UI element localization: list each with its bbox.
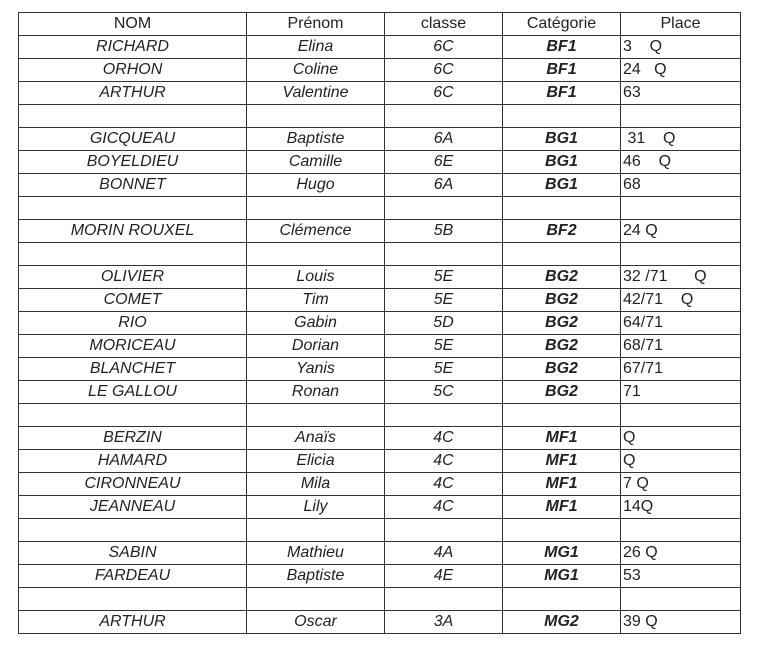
nom-cell: FARDEAU bbox=[19, 565, 247, 588]
table-row bbox=[19, 358, 741, 381]
place-cell: 24 Q bbox=[621, 220, 741, 243]
header-categorie: Catégorie bbox=[503, 13, 621, 36]
place-cell: 42/71 Q bbox=[621, 289, 741, 312]
classe-cell: 4C bbox=[385, 427, 503, 450]
table-body bbox=[19, 36, 741, 634]
nom-cell: GICQUEAU bbox=[19, 128, 247, 151]
categorie-cell: BG2 bbox=[503, 381, 621, 404]
table-row bbox=[19, 312, 741, 335]
categorie-cell bbox=[503, 588, 621, 611]
classe-cell: 5E bbox=[385, 335, 503, 358]
nom-cell bbox=[19, 105, 247, 128]
classe-cell: 4A bbox=[385, 542, 503, 565]
classe-cell: 5B bbox=[385, 220, 503, 243]
categorie-cell: BG2 bbox=[503, 358, 621, 381]
prenom-cell: Camille bbox=[247, 151, 385, 174]
categorie-cell: MF1 bbox=[503, 427, 621, 450]
nom-cell bbox=[19, 197, 247, 220]
table-row bbox=[19, 36, 741, 59]
nom-cell: CIRONNEAU bbox=[19, 473, 247, 496]
table-row bbox=[19, 105, 741, 128]
classe-cell: 6A bbox=[385, 174, 503, 197]
categorie-cell: BG1 bbox=[503, 128, 621, 151]
categorie-cell bbox=[503, 404, 621, 427]
categorie-cell: BG1 bbox=[503, 174, 621, 197]
classe-cell: 6C bbox=[385, 82, 503, 105]
nom-cell: RICHARD bbox=[19, 36, 247, 59]
header-place: Place bbox=[621, 13, 741, 36]
prenom-cell: Mathieu bbox=[247, 542, 385, 565]
place-cell: 71 bbox=[621, 381, 741, 404]
table-row bbox=[19, 496, 741, 519]
nom-cell: OLIVIER bbox=[19, 266, 247, 289]
classe-cell bbox=[385, 197, 503, 220]
table-row bbox=[19, 427, 741, 450]
header-nom: NOM bbox=[19, 13, 247, 36]
prenom-cell: Tim bbox=[247, 289, 385, 312]
place-cell bbox=[621, 105, 741, 128]
classe-cell: 5E bbox=[385, 289, 503, 312]
table-row bbox=[19, 611, 741, 634]
place-cell: Q bbox=[621, 427, 741, 450]
categorie-cell: MF1 bbox=[503, 473, 621, 496]
place-cell: 68/71 bbox=[621, 335, 741, 358]
table-row bbox=[19, 59, 741, 82]
categorie-cell: BG2 bbox=[503, 335, 621, 358]
table-row bbox=[19, 128, 741, 151]
prenom-cell bbox=[247, 519, 385, 542]
table-row bbox=[19, 565, 741, 588]
prenom-cell: Elicia bbox=[247, 450, 385, 473]
place-cell: 64/71 bbox=[621, 312, 741, 335]
classe-cell bbox=[385, 243, 503, 266]
prenom-cell: Oscar bbox=[247, 611, 385, 634]
table-row bbox=[19, 473, 741, 496]
classe-cell: 3A bbox=[385, 611, 503, 634]
categorie-cell: BG1 bbox=[503, 151, 621, 174]
nom-cell: MORIN ROUXEL bbox=[19, 220, 247, 243]
place-cell: 3 Q bbox=[621, 36, 741, 59]
table-row bbox=[19, 151, 741, 174]
nom-cell: RIO bbox=[19, 312, 247, 335]
classe-cell bbox=[385, 588, 503, 611]
classe-cell bbox=[385, 404, 503, 427]
nom-cell: JEANNEAU bbox=[19, 496, 247, 519]
table-row bbox=[19, 174, 741, 197]
nom-cell: ORHON bbox=[19, 59, 247, 82]
prenom-cell: Ronan bbox=[247, 381, 385, 404]
table-row bbox=[19, 588, 741, 611]
categorie-cell bbox=[503, 197, 621, 220]
place-cell: 46 Q bbox=[621, 151, 741, 174]
classe-cell: 6E bbox=[385, 151, 503, 174]
classe-cell bbox=[385, 105, 503, 128]
nom-cell bbox=[19, 243, 247, 266]
categorie-cell: BF1 bbox=[503, 36, 621, 59]
place-cell: 26 Q bbox=[621, 542, 741, 565]
classe-cell: 6C bbox=[385, 59, 503, 82]
place-cell: 68 bbox=[621, 174, 741, 197]
prenom-cell: Anaïs bbox=[247, 427, 385, 450]
place-cell: 14Q bbox=[621, 496, 741, 519]
table-row bbox=[19, 519, 741, 542]
nom-cell: BONNET bbox=[19, 174, 247, 197]
prenom-cell: Dorian bbox=[247, 335, 385, 358]
classe-cell: 5D bbox=[385, 312, 503, 335]
place-cell bbox=[621, 197, 741, 220]
categorie-cell: BF2 bbox=[503, 220, 621, 243]
prenom-cell: Lily bbox=[247, 496, 385, 519]
table-row bbox=[19, 381, 741, 404]
place-cell bbox=[621, 243, 741, 266]
prenom-cell bbox=[247, 243, 385, 266]
table-row bbox=[19, 404, 741, 427]
classe-cell: 6A bbox=[385, 128, 503, 151]
prenom-cell: Hugo bbox=[247, 174, 385, 197]
prenom-cell bbox=[247, 197, 385, 220]
nom-cell: HAMARD bbox=[19, 450, 247, 473]
prenom-cell: Yanis bbox=[247, 358, 385, 381]
table-row bbox=[19, 220, 741, 243]
place-cell: Q bbox=[621, 450, 741, 473]
prenom-cell: Baptiste bbox=[247, 128, 385, 151]
place-cell: 31 Q bbox=[621, 128, 741, 151]
nom-cell: LE GALLOU bbox=[19, 381, 247, 404]
nom-cell: BERZIN bbox=[19, 427, 247, 450]
prenom-cell: Valentine bbox=[247, 82, 385, 105]
classe-cell: 4E bbox=[385, 565, 503, 588]
prenom-cell bbox=[247, 105, 385, 128]
categorie-cell: BG2 bbox=[503, 266, 621, 289]
classe-cell: 5C bbox=[385, 381, 503, 404]
categorie-cell bbox=[503, 243, 621, 266]
categorie-cell bbox=[503, 519, 621, 542]
place-cell: 32 /71 Q bbox=[621, 266, 741, 289]
prenom-cell: Coline bbox=[247, 59, 385, 82]
place-cell bbox=[621, 404, 741, 427]
table-row bbox=[19, 243, 741, 266]
results-table bbox=[18, 12, 741, 634]
nom-cell bbox=[19, 519, 247, 542]
table-row bbox=[19, 266, 741, 289]
nom-cell: COMET bbox=[19, 289, 247, 312]
table-row bbox=[19, 289, 741, 312]
place-cell: 7 Q bbox=[621, 473, 741, 496]
table-row bbox=[19, 335, 741, 358]
table-row bbox=[19, 542, 741, 565]
categorie-cell: MG1 bbox=[503, 565, 621, 588]
prenom-cell: Clémence bbox=[247, 220, 385, 243]
prenom-cell: Louis bbox=[247, 266, 385, 289]
place-cell: 39 Q bbox=[621, 611, 741, 634]
prenom-cell: Elina bbox=[247, 36, 385, 59]
nom-cell: ARTHUR bbox=[19, 611, 247, 634]
place-cell: 63 bbox=[621, 82, 741, 105]
classe-cell: 6C bbox=[385, 36, 503, 59]
categorie-cell: BF1 bbox=[503, 59, 621, 82]
place-cell: 53 bbox=[621, 565, 741, 588]
prenom-cell bbox=[247, 404, 385, 427]
place-cell: 67/71 bbox=[621, 358, 741, 381]
prenom-cell: Mila bbox=[247, 473, 385, 496]
classe-cell bbox=[385, 519, 503, 542]
header-classe: classe bbox=[385, 13, 503, 36]
prenom-cell: Gabin bbox=[247, 312, 385, 335]
categorie-cell: BG2 bbox=[503, 289, 621, 312]
categorie-cell: MG2 bbox=[503, 611, 621, 634]
header-row bbox=[19, 13, 741, 36]
categorie-cell: BG2 bbox=[503, 312, 621, 335]
classe-cell: 4C bbox=[385, 496, 503, 519]
classe-cell: 4C bbox=[385, 473, 503, 496]
place-cell bbox=[621, 519, 741, 542]
nom-cell: ARTHUR bbox=[19, 82, 247, 105]
prenom-cell bbox=[247, 588, 385, 611]
categorie-cell: MF1 bbox=[503, 496, 621, 519]
nom-cell: MORICEAU bbox=[19, 335, 247, 358]
categorie-cell: MG1 bbox=[503, 542, 621, 565]
table-row bbox=[19, 197, 741, 220]
prenom-cell: Baptiste bbox=[247, 565, 385, 588]
classe-cell: 5E bbox=[385, 266, 503, 289]
place-cell bbox=[621, 588, 741, 611]
place-cell: 24 Q bbox=[621, 59, 741, 82]
nom-cell: SABIN bbox=[19, 542, 247, 565]
table-row bbox=[19, 82, 741, 105]
categorie-cell bbox=[503, 105, 621, 128]
classe-cell: 4C bbox=[385, 450, 503, 473]
nom-cell bbox=[19, 404, 247, 427]
nom-cell: BLANCHET bbox=[19, 358, 247, 381]
classe-cell: 5E bbox=[385, 358, 503, 381]
header-prenom: Prénom bbox=[247, 13, 385, 36]
categorie-cell: BF1 bbox=[503, 82, 621, 105]
nom-cell bbox=[19, 588, 247, 611]
nom-cell: BOYELDIEU bbox=[19, 151, 247, 174]
table-row bbox=[19, 450, 741, 473]
categorie-cell: MF1 bbox=[503, 450, 621, 473]
